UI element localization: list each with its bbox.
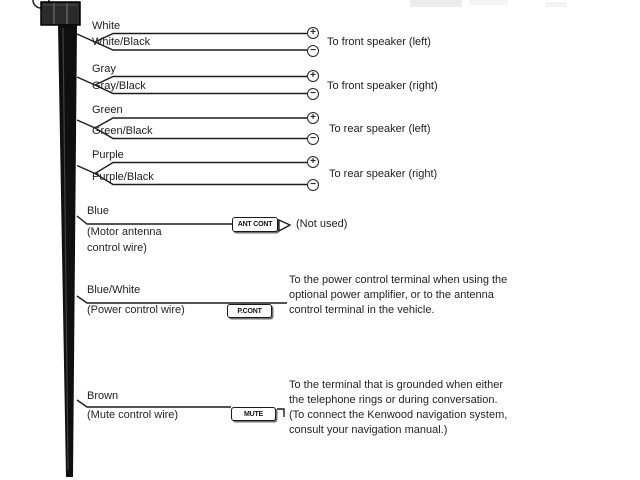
destination-rear-left: To rear speaker (left): [329, 123, 431, 135]
note-power-control-line3: control terminal in the vehicle.: [289, 304, 435, 316]
wire-desc-motor-antenna-1: (Motor antenna: [87, 226, 162, 238]
mute-tag-hook: [277, 409, 284, 417]
p-cont-tag: P.CONT: [227, 304, 272, 318]
wire-label-green: Green: [92, 104, 123, 116]
note-mute-control-line4: consult your navigation manual.): [289, 424, 448, 436]
power-control-wire-line: [77, 296, 287, 303]
wire-label-white: White: [92, 20, 121, 32]
wire-label-purple-black: Purple/Black: [92, 171, 154, 183]
destination-rear-right: To rear speaker (right): [329, 168, 438, 180]
wire-label-gray-black: Gray/Black: [92, 80, 146, 92]
note-mute-control: [289, 378, 507, 438]
plus-terminal-icon: +: [307, 27, 319, 39]
plus-terminal-icon: +: [307, 156, 319, 168]
wire-desc-motor-antenna-2: control wire): [87, 242, 147, 254]
wire-label-blue-white: Blue/White: [87, 284, 141, 296]
note-mute-control-line3: (To connect the Kenwood navigation system,: [289, 409, 508, 421]
wire-label-gray: Gray: [92, 63, 116, 75]
harness-cable: [58, 25, 77, 477]
note-power-control-line2: optional power amplifier, or to the antenna: [289, 289, 494, 301]
wire-label-green-black: Green/Black: [92, 125, 153, 137]
mute-tag: MUTE: [231, 407, 276, 421]
ant-cont-plug-icon: [279, 220, 290, 231]
wire-desc-power-control: (Power control wire): [87, 304, 185, 316]
scan-artifacts: [410, 0, 567, 7]
destination-front-left: To front speaker (left): [327, 36, 431, 48]
note-not-used: (Not used): [296, 218, 348, 230]
destination-front-right: To front speaker (right): [327, 80, 438, 92]
wire-desc-mute-control: (Mute control wire): [87, 409, 179, 421]
note-mute-control-line2: the telephone rings or during conversation.: [289, 394, 498, 406]
ant-cont-tag: ANT CONT: [232, 217, 278, 232]
note-mute-control-line1: To the terminal that is grounded when either: [289, 379, 504, 391]
minus-terminal-icon: −: [307, 133, 319, 145]
harness-connector: [41, 2, 80, 25]
minus-terminal-icon: −: [307, 88, 319, 100]
wire-label-white-black: White/Black: [92, 36, 151, 48]
note-power-control-line1: To the power control terminal when using the: [289, 274, 508, 286]
wire-label-purple: Purple: [92, 149, 124, 161]
minus-terminal-icon: −: [307, 179, 319, 191]
wire-label-blue: Blue: [87, 205, 110, 217]
plus-terminal-icon: +: [307, 112, 319, 124]
wire-label-brown: Brown: [87, 390, 119, 402]
minus-terminal-icon: −: [307, 45, 319, 57]
note-power-control: [289, 273, 507, 318]
plus-terminal-icon: +: [307, 70, 319, 82]
